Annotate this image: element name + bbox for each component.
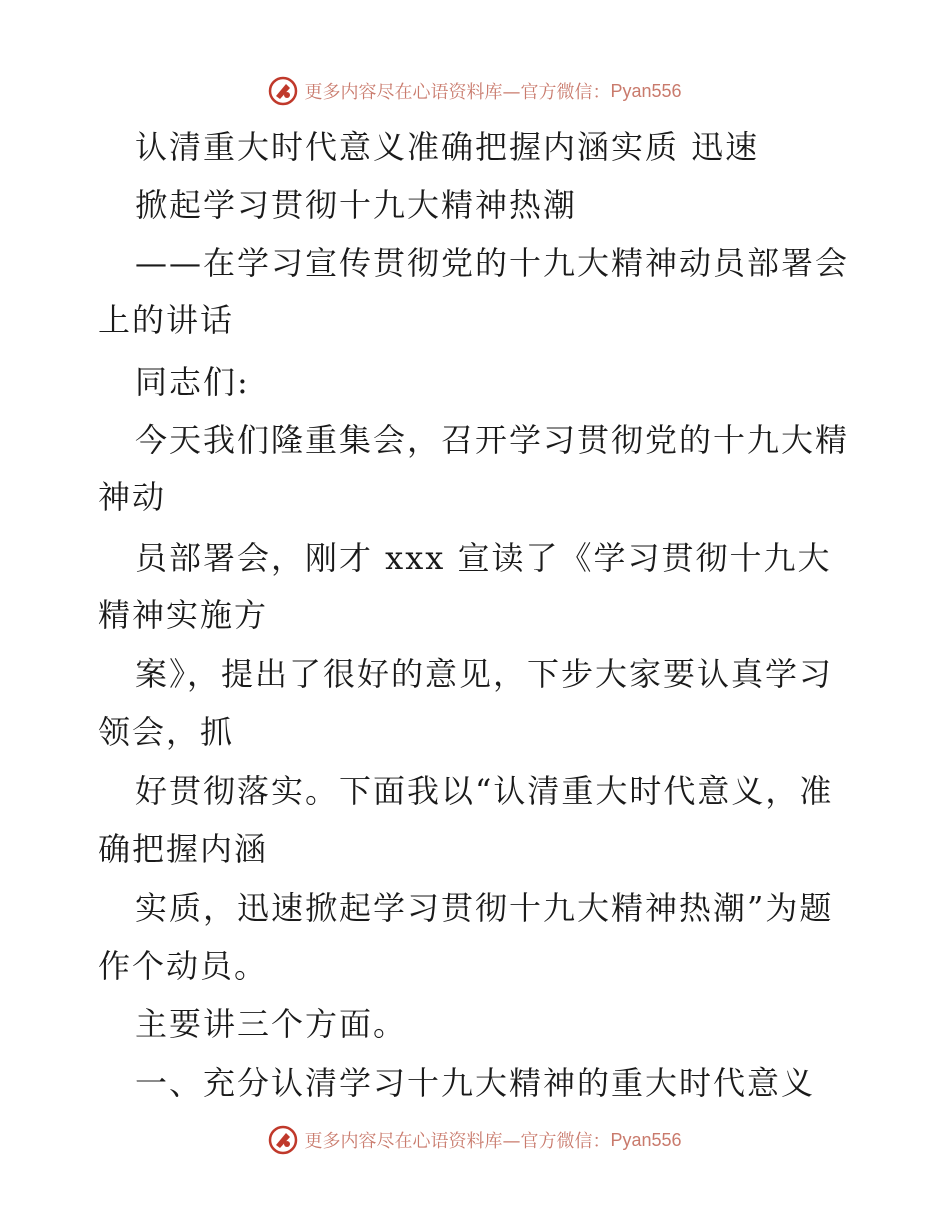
body-line: 领会，抓 xyxy=(98,713,235,751)
body-line: 主要讲三个方面。 xyxy=(135,1005,408,1043)
body-line: 确把握内涵 xyxy=(98,830,269,868)
wechat-id: Pyan556 xyxy=(610,80,682,101)
footer-banner xyxy=(0,1120,950,1160)
body-line: 神动 xyxy=(98,478,167,516)
body-line: 好贯彻落实。下面我以“认清重大时代意义，准 xyxy=(135,772,834,810)
body-line: 精神实施方 xyxy=(98,596,269,634)
banner-text: 更多内容尽在心语资料库—官方微信： xyxy=(304,82,611,103)
subtitle-line-1: ——在学习宣传贯彻党的十九大精神动员部署会 xyxy=(135,244,850,282)
body-line: 今天我们隆重集会，召开学习贯彻党的十九大精 xyxy=(135,421,850,459)
section-heading: 一、充分认清学习十九大精神的重大时代意义 xyxy=(135,1064,816,1102)
body-line: 案》，提出了很好的意见，下步大家要认真学习 xyxy=(135,655,834,693)
subtitle-line-2: 上的讲话 xyxy=(98,301,235,339)
body-line: 员部署会，刚才 xxx 宣读了《学习贯彻十九大 xyxy=(135,539,832,577)
brand-logo-icon xyxy=(268,1125,298,1155)
banner-text: 更多内容尽在心语资料库—官方微信： xyxy=(304,1131,611,1152)
title-line-2: 掀起学习贯彻十九大精神热潮 xyxy=(135,186,578,224)
title-line-1: 认清重大时代意义准确把握内涵实质 迅速 xyxy=(135,128,760,166)
body-line: 作个动员。 xyxy=(98,947,269,985)
brand-logo-icon xyxy=(268,76,298,106)
body-line: 实质，迅速掀起学习贯彻十九大精神热潮”为题 xyxy=(135,889,834,927)
salutation: 同志们: xyxy=(135,363,250,401)
header-banner xyxy=(0,71,950,111)
wechat-id: Pyan556 xyxy=(610,1129,682,1150)
